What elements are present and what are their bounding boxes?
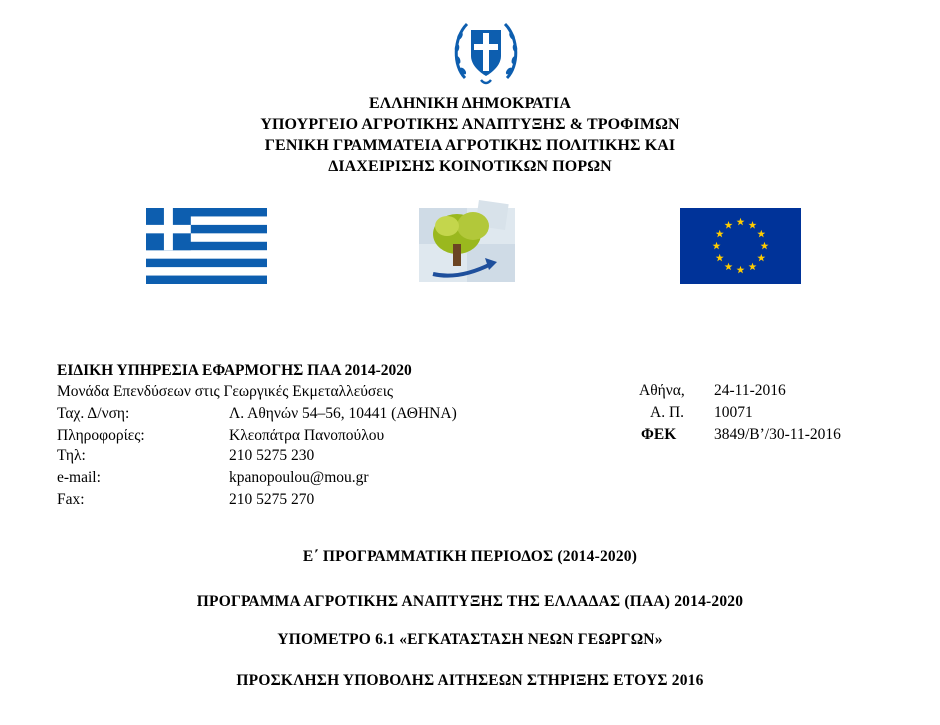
email-label: e-mail: [57,469,101,486]
header-line-4: ΔΙΑΧΕΙΡΙΣΗΣ ΚΟΙΝΟΤΙΚΩΝ ΠΟΡΩΝ [328,158,612,175]
fek-value: 3849/Β’/30-11-2016 [714,426,841,443]
header-line-3: ΓΕΝΙΚΗ ΓΡΑΜΜΑΤΕΙΑ ΑΓΡΟΤΙΚΗΣ ΠΟΛΙΤΙΚΗΣ ΚΑΙ [264,137,676,154]
phone-value: 210 5275 230 [229,447,315,464]
header-line-2: ΥΠΟΥΡΓΕΙΟ ΑΓΡΟΤΙΚΗΣ ΑΝΑΠΤΥΞΗΣ & ΤΡΟΦΙΜΩΝ [260,116,680,133]
fax-label: Fax: [57,491,85,508]
info-label: Πληροφορίες: [57,427,145,444]
office-unit: Μονάδα Επενδύσεων στις Γεωργικές Εκμεταλλεύσεις [57,383,394,400]
place-label: Αθήνα, [639,382,685,399]
eu-flag [680,208,801,284]
fek-label: ΦΕΚ [641,426,677,443]
protocol-label: Α. Π. [650,404,685,421]
office-title: ΕΙΔΙΚΗ ΥΠΗΡΕΣΙΑ ΕΦΑΡΜΟΓΗΣ ΠΑΑ 2014-2020 [57,362,412,379]
title-call: ΠΡΟΣΚΛΗΣΗ ΥΠΟΒΟΛΗΣ ΑΙΤΗΣΕΩΝ ΣΤΗΡΙΞΗΣ ΕΤΟΥΣ 2016 [236,672,704,689]
email-value[interactable]: kpanopoulou@mou.gr [229,469,369,486]
address-label: Ταχ. Δ/νση: [57,405,130,422]
fax-value: 210 5275 270 [229,491,315,508]
header-line-1: ΕΛΛΗΝΙΚΗ ΔΗΜΟΚΡΑΤΙΑ [368,95,572,112]
info-value: Κλεοπάτρα Πανοπούλου [229,427,385,444]
document-date: 24-11-2016 [714,382,786,399]
title-submeasure: ΥΠΟΜΕΤΡΟ 6.1 «ΕΓΚΑΤΑΣΤΑΣΗ ΝΕΩΝ ΓΕΩΡΓΩΝ» [277,631,663,648]
address-value: Λ. Αθηνών 54–56, 10441 (ΑΘΗΝΑ) [229,405,457,422]
rural-development-tree-logo [419,200,521,284]
phone-label: Τηλ: [57,447,86,464]
greek-coat-of-arms-icon [451,16,521,88]
greek-flag [146,208,267,284]
title-programme: ΠΡΟΓΡΑΜΜΑ ΑΓΡΟΤΙΚΗΣ ΑΝΑΠΤΥΞΗΣ ΤΗΣ ΕΛΛΑΔΑΣ (ΠΑΑ) 2014-2020 [196,593,744,610]
protocol-number: 10071 [714,404,753,421]
title-period: Ε΄ ΠΡΟΓΡΑΜΜΑΤΙΚΗ ΠΕΡΙΟΔΟΣ (2014-2020) [302,548,638,565]
